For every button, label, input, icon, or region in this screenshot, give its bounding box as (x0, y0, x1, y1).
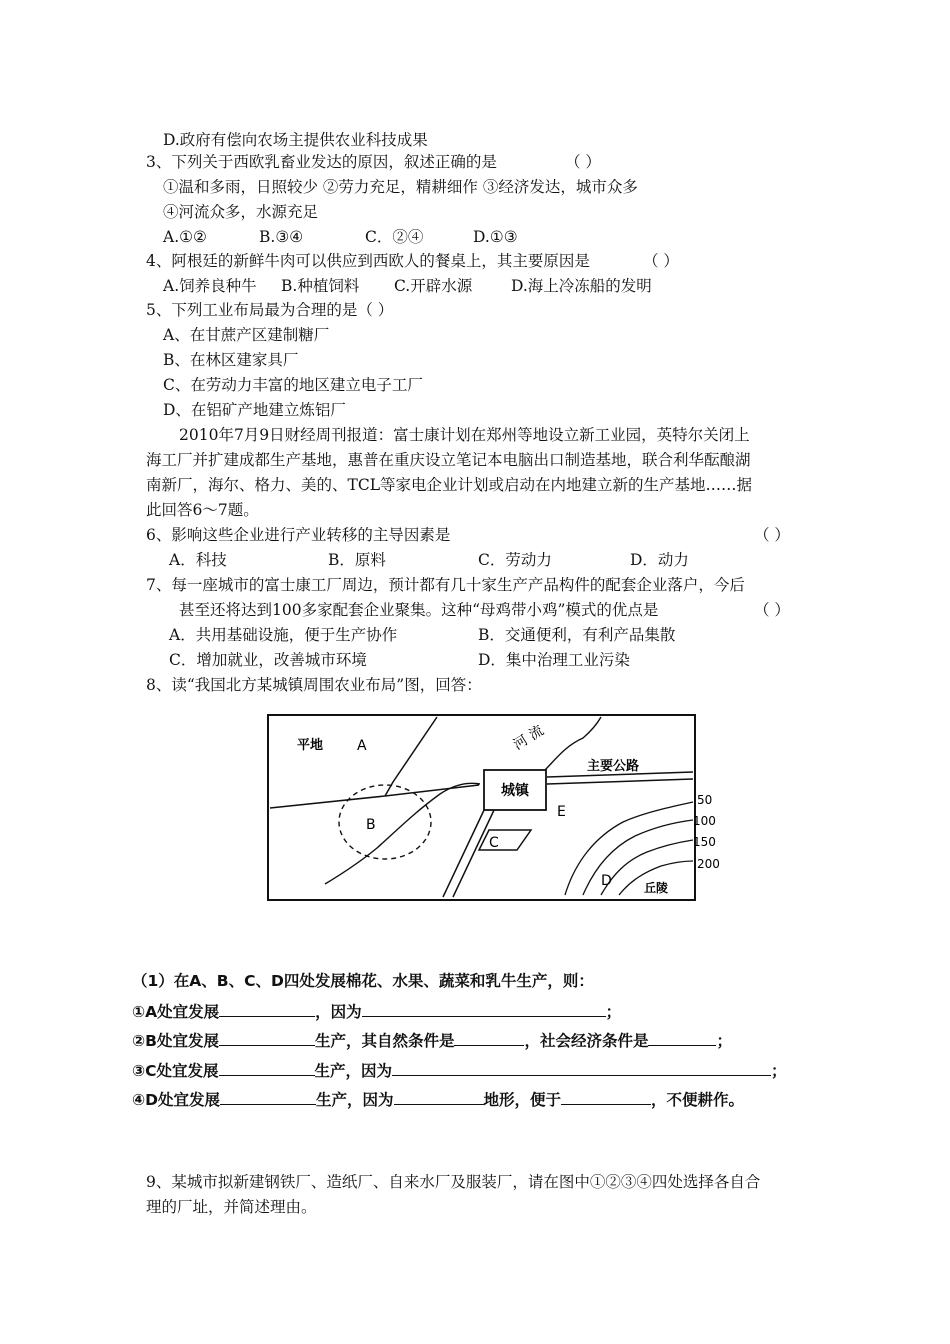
q8-c-end: ； (771, 1062, 787, 1080)
q8-d-mid2: 地形，便于 (483, 1091, 562, 1109)
answer-blank-a-reason[interactable] (362, 1000, 606, 1017)
q8-a-prefix: ①A处宜发展 (132, 1003, 220, 1021)
map-label-d: D (601, 873, 612, 889)
q5-stem: 5、下列工业布局最为合理的是（ ） (146, 301, 394, 319)
q5-option-b: B、在林区建家具厂 (163, 351, 299, 369)
q6-option-c: C．劳动力 (478, 551, 552, 569)
q7-stem-line1: 7、每一座城市的富士康工厂周边，预计都有几十家生产产品构件的配套企业落户，今后 (146, 576, 745, 594)
q3-option-d: D.①③ (473, 228, 518, 246)
map-frame (268, 715, 695, 900)
q6-options (169, 550, 689, 570)
q5-option-a: A、在甘蔗产区建制糖厂 (163, 326, 330, 344)
q8-a-mid: ，因为 (315, 1003, 362, 1021)
q4-option-a: A.饲养良种牛 (163, 277, 257, 295)
passage-line2: 海工厂并扩建成都生产基地，惠普在重庆设立笔记本电脑出口制造基地，联合利华酝酿湖 (146, 451, 751, 469)
q6-option-b: B．原料 (328, 551, 386, 569)
q8-stem: 8、读“我国北方某城镇周围农业布局”图，回答： (146, 676, 482, 694)
q8-sub-question: （1）在A、B、C、D四处发展棉花、水果、蔬菜和乳牛生产，则： (132, 972, 594, 990)
q7-option-c: C．增加就业，改善城市环境 (169, 651, 367, 669)
contour-label-200: 200 (697, 857, 720, 871)
answer-blank-b-natural[interactable] (454, 1029, 524, 1046)
map-label-a: A (357, 738, 367, 754)
map-label-plain: 平地 (297, 738, 324, 753)
q8-a-end: ； (605, 1003, 622, 1021)
q2-option-d: D.政府有偿向农场主提供农业科技成果 (163, 131, 428, 149)
agri-layout-map (265, 712, 720, 904)
q8-d-end: ，不便耕作。 (651, 1091, 745, 1109)
q4-option-b: B.种植饲料 (281, 277, 360, 295)
q9-stem-line2: 理的厂址，并简述理由。 (146, 1198, 317, 1216)
q4-options (163, 276, 652, 296)
q8-answer-c (132, 1059, 787, 1081)
q4-option-c: C.开辟水源 (394, 277, 473, 295)
map-label-road: 主要公路 (587, 759, 640, 774)
answer-blank-d-terrain[interactable] (394, 1088, 484, 1105)
map-label-river: 河 流 (510, 722, 547, 754)
q8-b-mid: 生产，其自然条件是 (314, 1032, 455, 1050)
q7-option-a: A．共用基础设施，便于生产协作 (169, 626, 398, 644)
q3-items-line1: ①温和多雨，日照较少 ②劳力充足，精耕细作 ③经济发达，城市众多 (163, 178, 638, 196)
q3-answer-paren: （ ） (565, 153, 601, 171)
q7-option-d: D．集中治理工业污染 (478, 651, 630, 669)
q3-option-b: B.③④ (259, 228, 304, 246)
q8-c-prefix: ③C处宜发展 (132, 1062, 219, 1080)
q6-answer-paren: （ ） (754, 526, 790, 544)
q8-b-prefix: ②B处宜发展 (132, 1032, 219, 1050)
q3-option-c: C．②④ (365, 228, 424, 246)
q8-d-prefix: ④D处宜发展 (132, 1091, 220, 1109)
q9-stem-line1: 9、某城市拟新建钢铁厂、造纸厂、自来水厂及服装厂，请在图中①②③④四处选择各自合 (146, 1173, 761, 1191)
answer-blank-c-reason[interactable] (392, 1059, 771, 1076)
q3-items-line2: ④河流众多，水源充足 (163, 203, 319, 221)
q8-c-mid: 生产，因为 (314, 1062, 393, 1080)
q8-answer-d (132, 1088, 744, 1110)
q3-option-a: A.①② (163, 228, 207, 246)
contour-label-150: 150 (693, 835, 716, 849)
q7-stem-line2: 甚至还将达到100多家配套企业聚集。这种“母鸡带小鸡”模式的优点是 (179, 601, 659, 619)
answer-blank-c-crop[interactable] (219, 1059, 315, 1076)
q7-option-b: B．交通便利，有利产品集散 (478, 626, 676, 644)
contour-label-100: 100 (693, 814, 716, 828)
q5-option-c: C、在劳动力丰富的地区建立电子工厂 (163, 376, 423, 394)
q3-options (163, 227, 518, 247)
q8-d-mid: 生产，因为 (316, 1091, 394, 1109)
q8-answer-a (132, 1000, 621, 1022)
q7-answer-paren: （ ） (754, 601, 790, 619)
answer-blank-d-purpose[interactable] (561, 1088, 651, 1105)
passage-line4: 此回答6～7题。 (146, 501, 259, 519)
answer-blank-a-crop[interactable] (219, 1000, 315, 1017)
answer-blank-d-crop[interactable] (220, 1088, 316, 1105)
q4-option-d: D.海上冷冻船的发明 (511, 277, 652, 295)
map-label-b: B (366, 817, 376, 833)
q3-stem: 3、下列关于西欧乳畜业发达的原因，叙述正确的是 (146, 153, 497, 171)
map-label-c: C (489, 835, 499, 851)
q8-b-mid2: ，社会经济条件是 (524, 1032, 649, 1050)
q6-stem: 6、影响这些企业进行产业转移的主导因素是 (146, 526, 451, 544)
q4-stem: 4、阿根廷的新鲜牛肉可以供应到西欧人的餐桌上，其主要原因是 (146, 252, 590, 270)
map-label-town: 城镇 (501, 783, 529, 799)
q5-option-d: D、在铝矿产地建立炼铝厂 (163, 401, 346, 419)
passage-line1: 2010年7月9日财经周刊报道：富士康计划在郑州等地设立新工业园，英特尔关闭上 (179, 426, 750, 444)
answer-blank-b-social[interactable] (648, 1029, 716, 1046)
map-label-hills: 丘陵 (644, 881, 669, 895)
contour-label-50: 50 (697, 793, 713, 807)
passage-line3: 南新厂，海尔、格力、美的、TCL等家电企业计划或启动在内地建立新的生产基地……据 (146, 476, 752, 494)
q4-answer-paren: （ ） (643, 252, 679, 270)
q8-answer-b (132, 1029, 732, 1051)
q6-option-a: A．科技 (169, 551, 227, 569)
answer-blank-b-crop[interactable] (219, 1029, 315, 1046)
q8-b-end: ； (716, 1032, 732, 1050)
q6-option-d: D．动力 (630, 551, 689, 569)
map-label-e: E (557, 804, 566, 820)
